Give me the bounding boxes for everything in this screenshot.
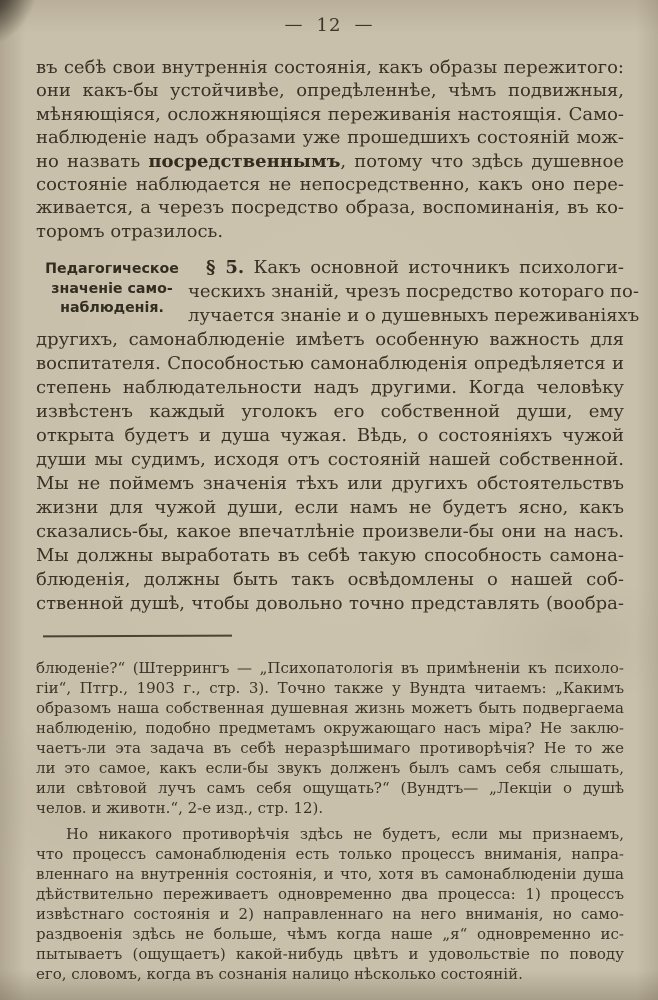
text-line: торомъ отразилось. [36, 220, 224, 242]
header-dash-right: — [354, 14, 374, 35]
text-line: Мы не поймемъ значенія тѣхъ или другихъ обстоятельствъ [36, 473, 624, 495]
page-number: 12 [316, 15, 342, 36]
text-line: извѣстнаго состоянія и 2) направленнаго на него вниманія, но само- [36, 905, 624, 923]
text-line: его, словомъ, когда въ сознанія налицо нѣсколько состояній. [36, 965, 523, 983]
text-line: § 5. Какъ основной источникъ психологи- [206, 257, 624, 279]
text-line: ственной душѣ, чтобы довольно точно представлять (вообра- [36, 593, 624, 615]
text-line: наблюденія. [60, 300, 164, 317]
text-line: или свѣтовой лучъ самъ себя ощущать?“ (Вундтъ— „Лекціи о душѣ [36, 779, 624, 797]
section-5-paragraph [36, 256, 640, 616]
paragraph-continuation [36, 56, 624, 243]
text-line: наблюденіе надъ образами уже прошедшихъ состояній мож- [36, 127, 624, 149]
text-line: Педагогическое [45, 261, 179, 278]
text-line: въ себѣ свои внутреннія состоянія, какъ образы пережитого: [36, 57, 624, 78]
text-line: другихъ, самонаблюденіе имѣетъ особенную важность для [36, 329, 624, 351]
text-line: сказались-бы, какое впечатлѣніе произвели-бы они на насъ. [36, 521, 624, 543]
footnote-paragraph-2 [36, 824, 624, 984]
text-line: извѣстенъ каждый уголокъ его собственной души, ему [36, 401, 624, 423]
header-dash-left: — [284, 14, 304, 35]
text-line: открыта будетъ и душа чужая. Вѣдь, о состояніяхъ чужой [36, 425, 624, 447]
footnote-block [36, 658, 624, 984]
text-line: жизни для чужой души, если намъ не будетъ ясно, какъ [36, 497, 624, 519]
text-line: чаетъ-ли эта задача въ себѣ неразрѣшимаго противорѣчія? Не то же [36, 739, 624, 757]
text-line: пытываетъ (ощущаетъ) какой-нибудь цвѣтъ и удовольствіе по поводу [36, 945, 624, 963]
main-text-block [36, 56, 640, 616]
text-line: Но никакого противорѣчія здѣсь не будетъ, если мы признаемъ, [66, 825, 624, 843]
text-line: степень наблюдательности надъ другими. Когда человѣку [36, 377, 624, 399]
footnote-paragraph-1 [36, 658, 624, 818]
text-line: ческихъ знаній, чрезъ посредство котораго по- [188, 281, 639, 303]
text-line: раздвоенія здѣсь не больше, чѣмъ когда наше „я“ одновременно ис- [36, 925, 624, 943]
text-line: наблюденію, подобно предметамъ окружающаго насъ міра? Не заклю- [36, 719, 624, 737]
text-line: Мы должны выработать въ себѣ такую способность самона- [36, 545, 624, 567]
text-line: значеніе само- [51, 280, 173, 297]
text-line: но назвать посредственнымъ, потому что здѣсь душевное [36, 150, 625, 172]
text-line: ли это самое, какъ если-бы звукъ долженъ былъ самъ себя слышать, [36, 759, 624, 777]
page-header [0, 15, 658, 36]
text-line: живается, а черезъ посредство образа, воспоминанія, въ ко- [36, 197, 624, 219]
text-line: блюденіе?“ (Штеррингъ — „Психопатологія въ примѣненіи къ психоло- [36, 659, 624, 677]
text-line: блюденія, должны быть такъ освѣдомлены о нашей соб- [36, 569, 624, 591]
text-line: что процессъ самонаблюденія есть только процессъ вниманія, напра- [36, 845, 624, 863]
margin-note [38, 260, 186, 319]
text-line: вленнаго на внутреннія состоянія, и что, хотя въ самонаблюденіи душа [36, 865, 624, 883]
footnote-separator-rule [43, 635, 232, 638]
text-line: дѣйствительно переживаетъ одновременно два процесса: 1) процессъ [36, 885, 624, 903]
text-line: гіи“, Птгр., 1903 г., стр. 3). Точно также у Вундта читаемъ: „Какимъ [36, 679, 624, 697]
text-line: они какъ-бы устойчивѣе, опредѣленнѣе, чѣмъ подвижныя, [36, 80, 624, 102]
text-line: лучается знаніе и о душевныхъ переживаніяхъ [188, 305, 640, 327]
text-line: мѣняющіяся, осложняющіяся переживанія настоящія. Само- [36, 103, 624, 125]
text-line: состояніе наблюдается не непосредственно, какъ оно пере- [36, 173, 624, 195]
text-line: челов. и животн.“, 2-е изд., стр. 12). [36, 799, 324, 817]
text-line: образомъ наша собственная душевная жизнь можетъ быть подвергаема [36, 699, 624, 717]
text-line: воспитателя. Способностью самонаблюденія опредѣляется и [36, 353, 624, 375]
text-line: души мы судимъ, исходя отъ состояній нашей собственной. [36, 449, 624, 471]
